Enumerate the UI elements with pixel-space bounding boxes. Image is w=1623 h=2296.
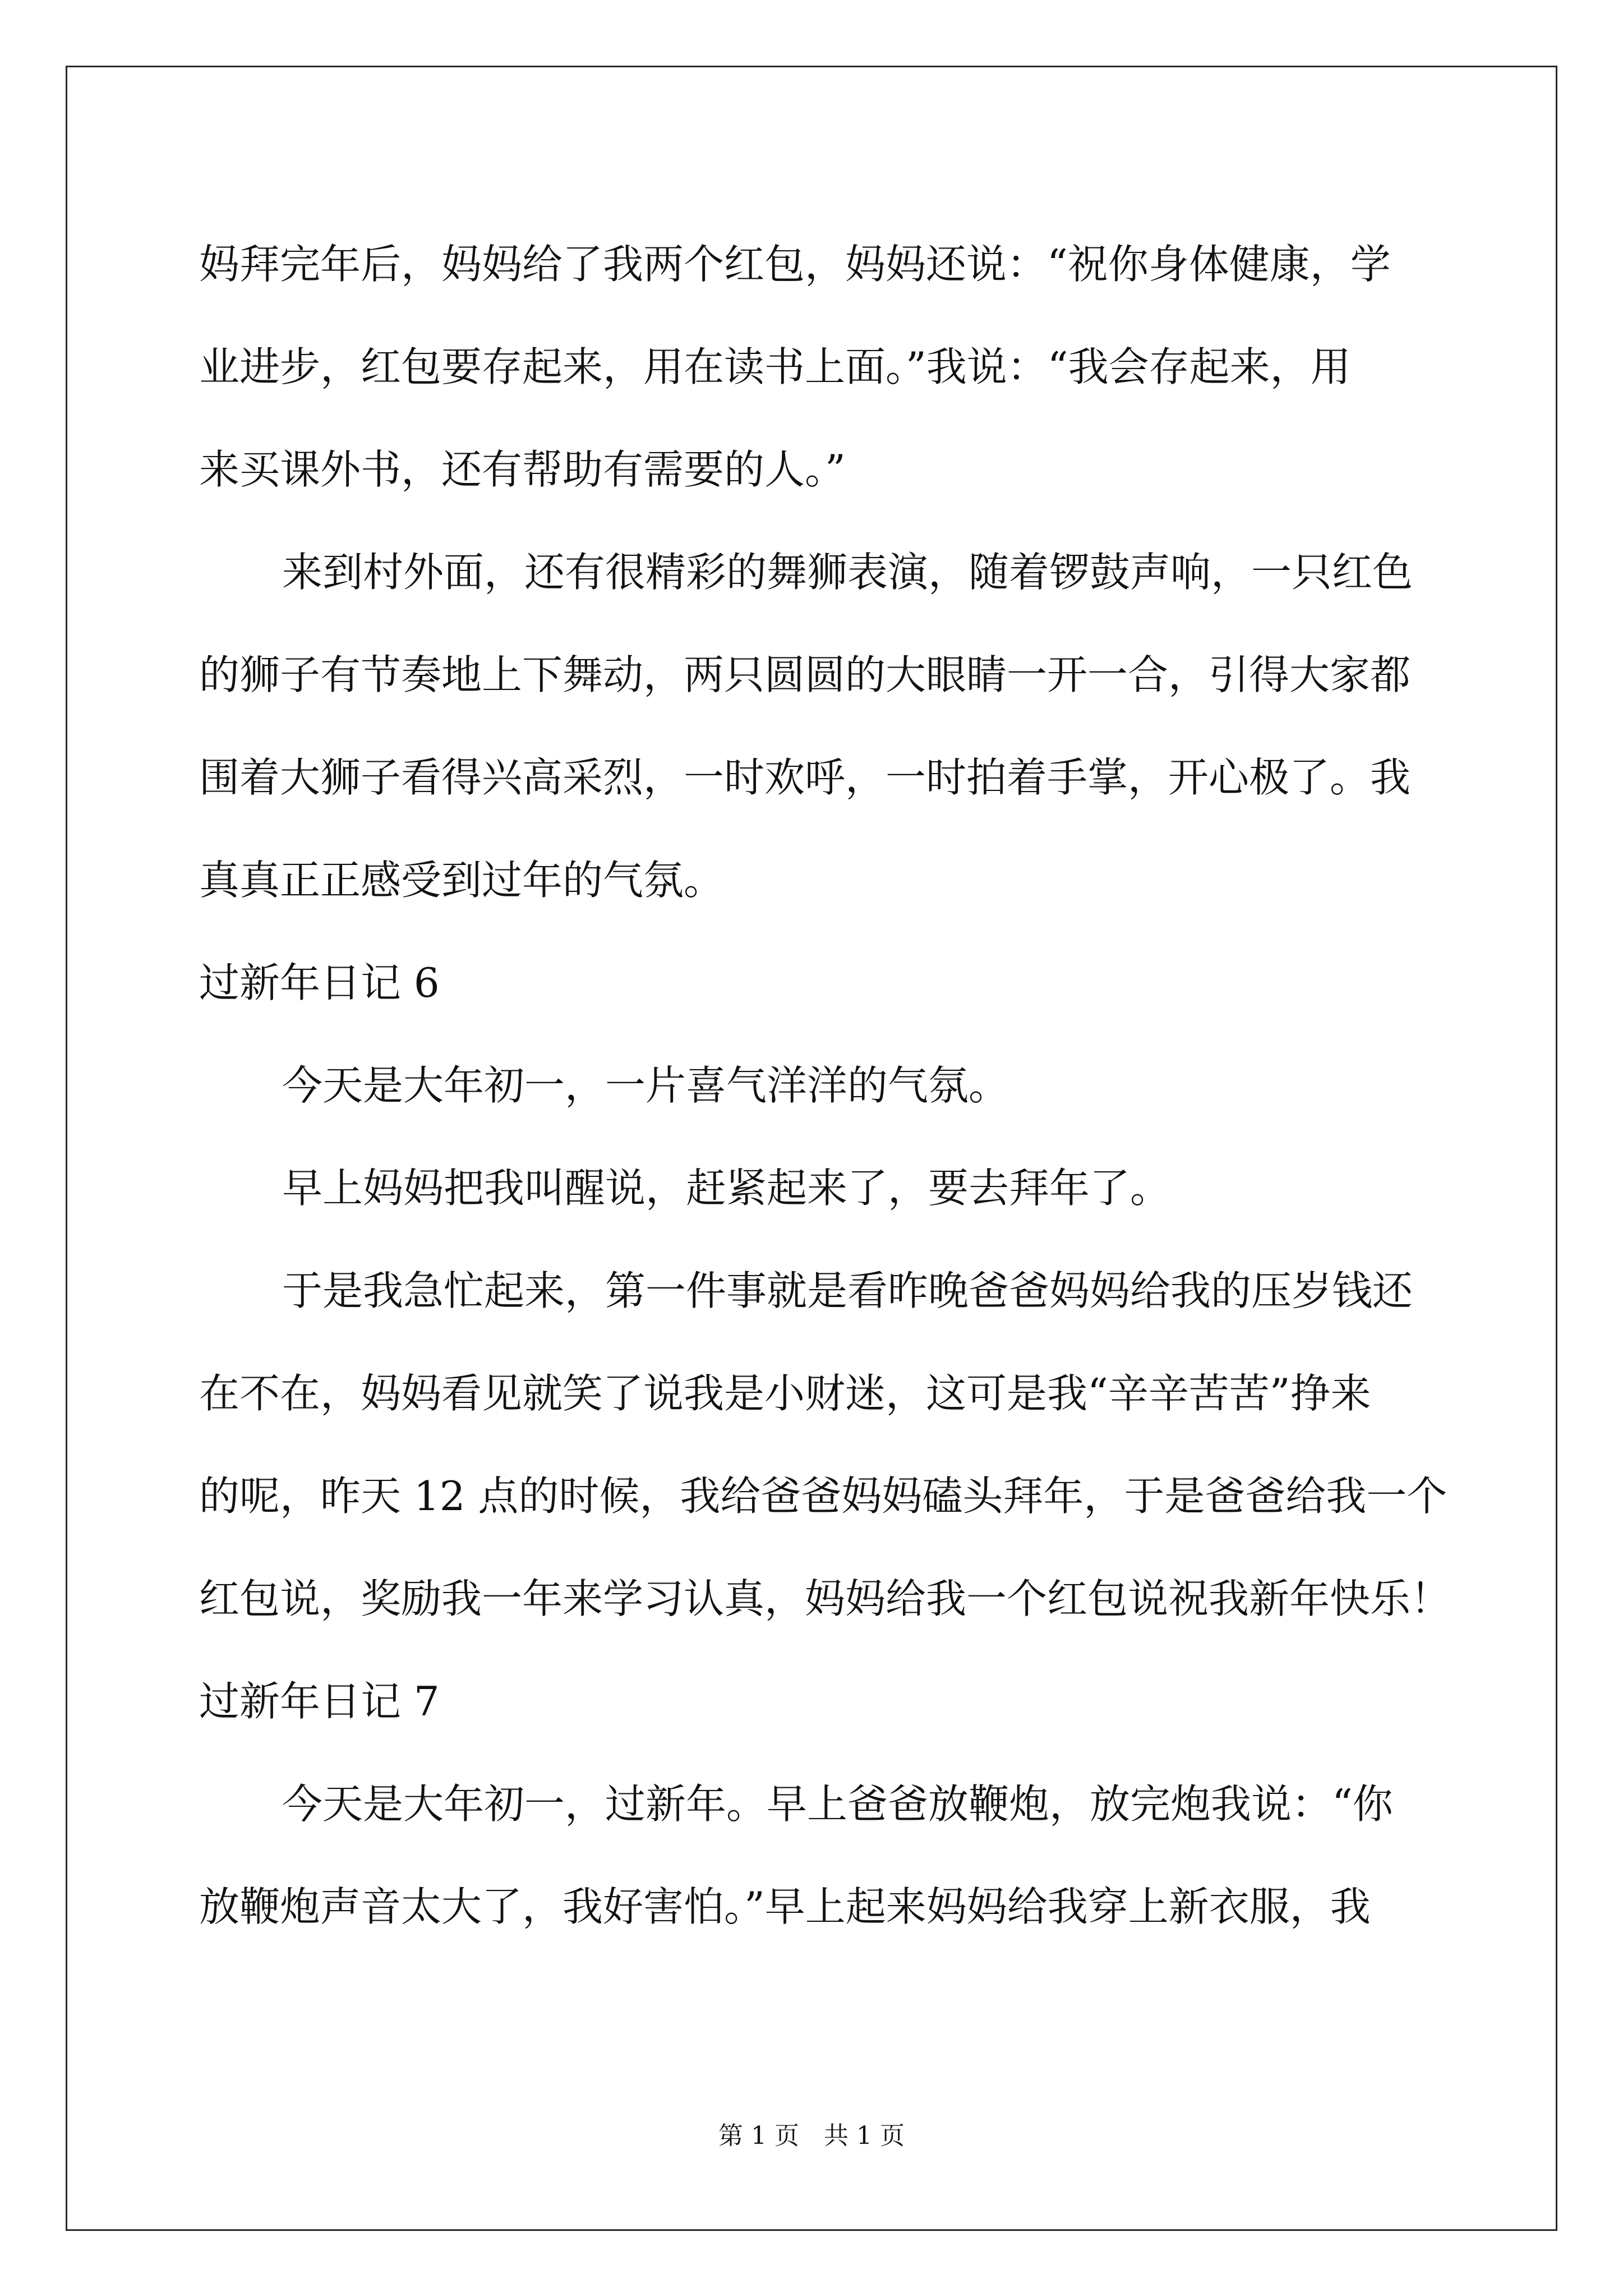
text-line-14: 红包说，奖励我一年来学习认真，妈妈给我一个红包说祝我新年快乐！ xyxy=(199,1575,1451,1622)
text-line-9: 今天是大年初一，一片喜气洋洋的气氛。 xyxy=(282,1062,1009,1109)
text-line-11: 于是我急忙起来，第一件事就是看昨晚爸爸妈妈给我的压岁钱还 xyxy=(282,1267,1413,1314)
text-line-3: 来买课外书，还有帮助有需要的人。” xyxy=(199,446,846,493)
section-heading-diary-7: 过新年日记 7 xyxy=(199,1678,440,1725)
text-line-7: 真真正正感受到过年的气氛。 xyxy=(199,857,725,904)
text-line-10: 早上妈妈把我叫醒说，赶紧起来了，要去拜年了。 xyxy=(282,1165,1171,1212)
document-body xyxy=(199,213,1451,1958)
text-line-2: 业进步，红包要存起来，用在读书上面。”我说：“我会存起来，用 xyxy=(199,343,1351,390)
text-line-4: 来到村外面，还有很精彩的舞狮表演，随着锣鼓声响，一只红色 xyxy=(282,549,1413,596)
section-heading-diary-6: 过新年日记 6 xyxy=(199,959,440,1006)
text-line-1: 妈拜完年后，妈妈给了我两个红包，妈妈还说：“祝你身体健康，学 xyxy=(199,241,1391,288)
text-line-13: 的呢，昨天 12 点的时候，我给爸爸妈妈磕头拜年，于是爸爸给我一个 xyxy=(199,1473,1447,1520)
text-line-6: 围着大狮子看得兴高采烈，一时欢呼，一时拍着手掌，开心极了。我 xyxy=(199,754,1411,801)
text-line-12: 在不在，妈妈看见就笑了说我是小财迷，这可是我“辛辛苦苦”挣来 xyxy=(199,1370,1371,1417)
text-line-16: 今天是大年初一，过新年。早上爸爸放鞭炮，放完炮我说：“你 xyxy=(282,1780,1393,1828)
text-line-17: 放鞭炮声音太大了，我好害怕。”早上起来妈妈给我穿上新衣服，我 xyxy=(199,1883,1371,1930)
page-number-footer: 第 1 页 共 1 页 xyxy=(718,2122,905,2150)
text-line-5: 的狮子有节奏地上下舞动，两只圆圆的大眼睛一开一合，引得大家都 xyxy=(199,651,1411,698)
